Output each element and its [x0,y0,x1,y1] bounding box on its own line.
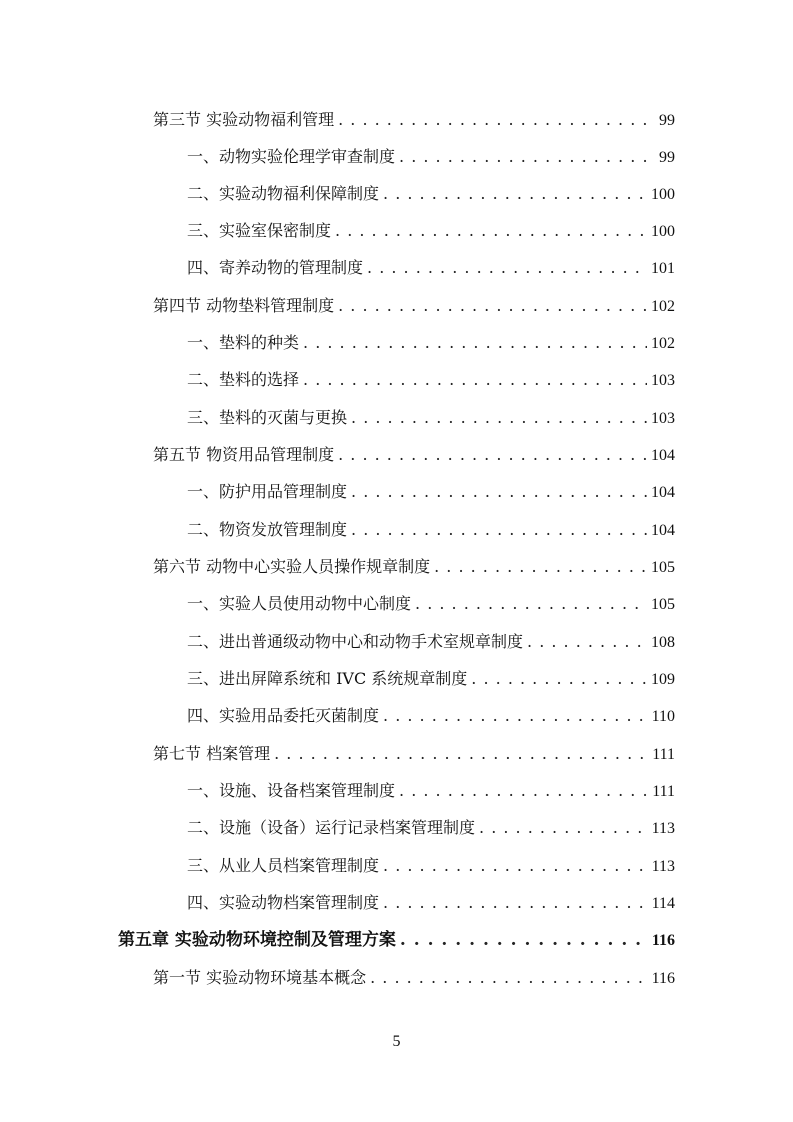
toc-entry-page: 109 [651,671,675,688]
toc-entry-title: 二、垫料的选择 [187,370,300,389]
toc-entry-page: 100 [651,223,675,240]
dot-leader [351,520,647,540]
dot-leader [434,557,647,577]
toc-entry-title: 二、实验动物福利保障制度 [187,184,380,203]
toc-entry-page: 113 [651,820,675,837]
toc-entry-page: 99 [659,112,675,129]
dot-leader [527,632,647,652]
toc-entry[interactable] [187,333,675,353]
dot-leader [399,147,655,167]
toc-entry-title: 二、物资发放管理制度 [187,520,348,539]
toc-entry-page: 104 [651,522,675,539]
page-number: 5 [392,1033,401,1050]
toc-entry[interactable] [187,221,675,241]
toc-entry[interactable] [187,632,675,652]
toc-entry-title: 第一节 实验动物环境基本概念 [153,968,367,987]
toc-entry-title: 第五节 物资用品管理制度 [153,445,335,464]
toc-entry-title: 一、动物实验伦理学审查制度 [187,147,396,166]
toc-entry[interactable] [187,856,675,876]
dot-leader [383,856,648,876]
toc-entry[interactable] [187,893,675,913]
dot-leader [471,669,647,689]
toc-entry-page: 111 [652,783,675,800]
dot-leader [351,482,647,502]
toc-entry-title: 一、垫料的种类 [187,333,300,352]
toc-entry-page: 99 [659,149,675,166]
toc-entry[interactable] [187,147,675,167]
toc-entry-title: 三、从业人员档案管理制度 [187,856,380,875]
toc-entry[interactable] [187,258,675,278]
toc-entry-page: 110 [651,708,675,725]
dot-leader [274,744,648,764]
toc-entry-title: 二、设施（设备）运行记录档案管理制度 [187,818,476,837]
toc-entry-title: 第三节 实验动物福利管理 [153,110,335,129]
toc-entry-page: 103 [651,372,675,389]
dot-leader [351,408,647,428]
toc-entry-title: 三、垫料的灭菌与更换 [187,408,348,427]
toc-entry-title: 四、实验动物档案管理制度 [187,893,380,912]
toc-entry[interactable] [153,110,675,130]
toc-entry[interactable] [153,744,675,764]
dot-leader [400,930,648,950]
toc-entry-title: 四、寄养动物的管理制度 [187,258,364,277]
toc-entry-page: 102 [651,335,675,352]
toc-entry-page: 108 [651,634,675,651]
toc-entry[interactable] [187,706,675,726]
dot-leader [383,184,647,204]
toc-entry-title: 二、进出普通级动物中心和动物手术室规章制度 [187,632,524,651]
toc-entry[interactable] [153,445,675,465]
toc-entry-page: 102 [651,298,675,315]
toc-entry-title: 第六节 动物中心实验人员操作规章制度 [153,557,431,576]
dot-leader [383,706,648,726]
toc-entry[interactable] [153,296,675,316]
toc-entry-title: 第五章 实验动物环境控制及管理方案 [118,930,396,950]
toc-entry-title: 一、设施、设备档案管理制度 [187,781,396,800]
toc-entry-title: 第七节 档案管理 [153,744,271,763]
dot-leader [399,781,648,801]
toc-entry-page: 100 [651,186,675,203]
toc-entry-title: 一、实验人员使用动物中心制度 [187,594,412,613]
toc-entry-page: 105 [651,596,675,613]
dot-leader [383,893,648,913]
toc-entry-title: 第四节 动物垫料管理制度 [153,296,335,315]
toc-entry-page: 114 [651,895,675,912]
toc-entry[interactable] [187,781,675,801]
toc-entry-title: 三、实验室保密制度 [187,221,332,240]
dot-leader [479,818,648,838]
dot-leader [415,594,647,614]
toc-entry-page: 111 [652,746,675,763]
dot-leader [367,258,647,278]
dot-leader [370,968,648,988]
toc-entry-page: 101 [651,260,675,277]
toc-entry[interactable] [187,370,675,390]
toc-entry-title: 一、防护用品管理制度 [187,482,348,501]
dot-leader [338,296,647,316]
toc-entry-title: 四、实验用品委托灭菌制度 [187,706,380,725]
toc-entry-page: 104 [651,447,675,464]
dot-leader [335,221,647,241]
toc-entry-page: 104 [651,484,675,501]
toc-entry[interactable] [187,184,675,204]
toc-entry[interactable] [187,594,675,614]
dot-leader [338,445,647,465]
toc-entry[interactable] [153,968,675,988]
toc-entry[interactable] [153,557,675,577]
toc-entry[interactable] [187,669,675,689]
toc-entry-page: 113 [651,858,675,875]
toc-entry-page: 116 [651,970,675,987]
toc-entry-title: 三、进出屏障系统和 IVC 系统规章制度 [187,669,468,688]
toc-entry-page: 105 [651,559,675,576]
toc-entry[interactable] [187,482,675,502]
toc-entry-page: 116 [651,932,675,949]
toc-entry[interactable] [187,818,675,838]
dot-leader [303,333,647,353]
toc-chapter-entry[interactable] [118,930,675,950]
toc-entry[interactable] [187,408,675,428]
dot-leader [338,110,655,130]
toc-entry[interactable] [187,520,675,540]
dot-leader [303,370,647,390]
toc-entry-page: 103 [651,410,675,427]
